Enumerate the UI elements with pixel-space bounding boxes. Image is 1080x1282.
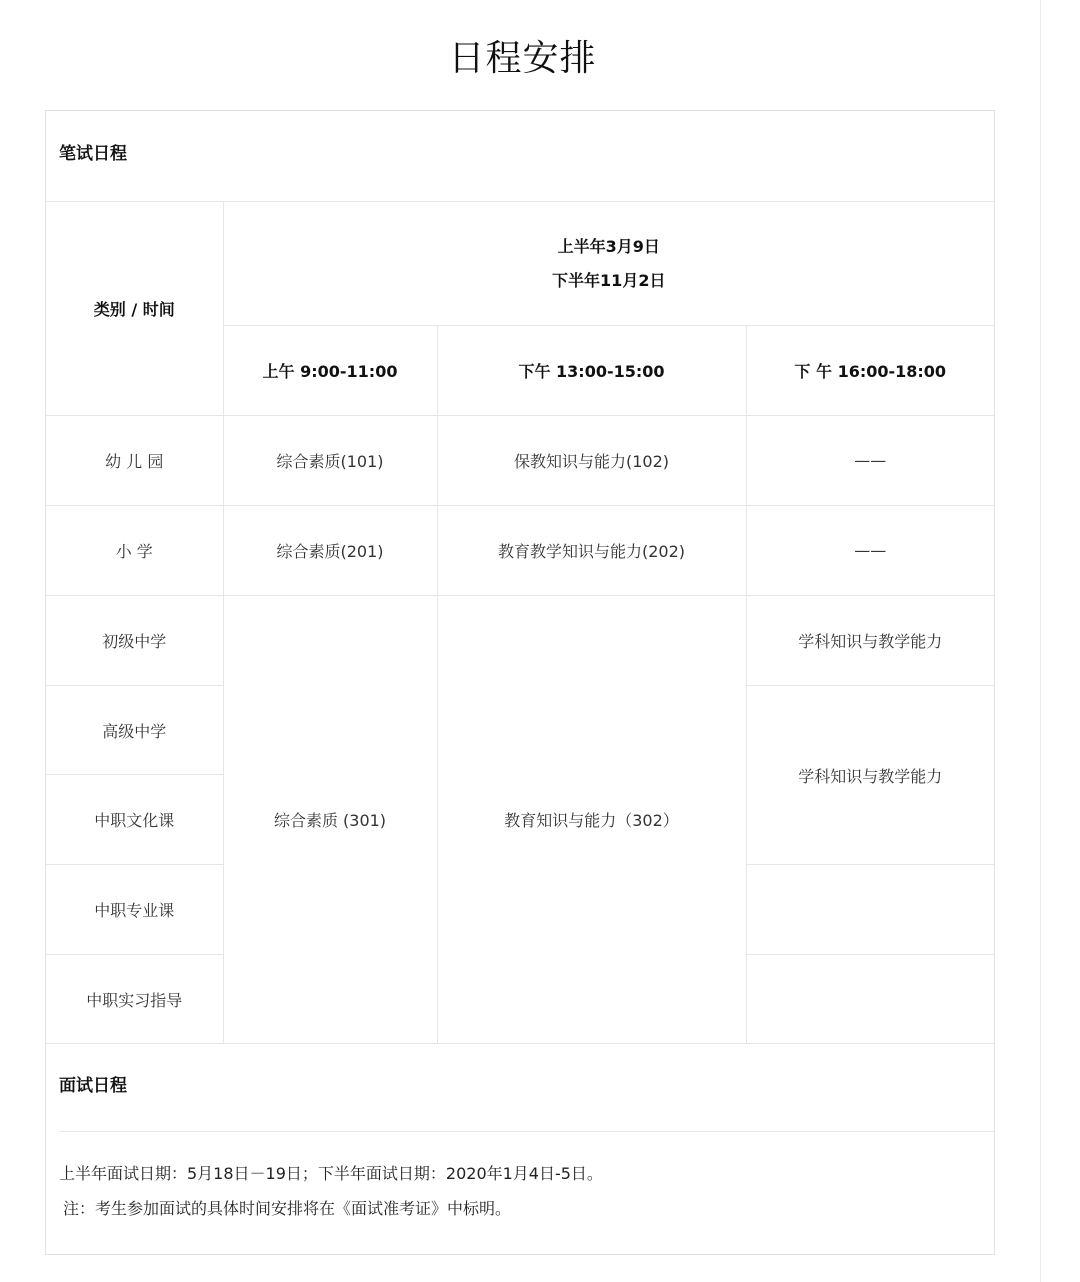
category-vocational-major: 中职专业课 bbox=[46, 865, 223, 955]
column-header-pm: 下午 13:00-15:00 bbox=[437, 326, 746, 416]
primary-pm-subject: 教育教学知识与能力(202) bbox=[437, 506, 746, 596]
kindergarten-late-subject: —— bbox=[746, 416, 994, 506]
schedule-container bbox=[45, 110, 995, 1255]
table-row bbox=[46, 416, 994, 506]
kindergarten-pm-subject: 保教知识与能力(102) bbox=[437, 416, 746, 506]
written-exam-table bbox=[46, 201, 994, 1044]
exam-dates-header bbox=[223, 202, 994, 326]
table-row bbox=[46, 202, 994, 326]
interview-dates: 上半年面试日期：5月18日－19日；下半年面试日期：2020年1月4日-5日。 bbox=[59, 1164, 603, 1183]
junior-late-subject: 学科知识与教学能力 bbox=[746, 596, 994, 686]
category-primary: 小 学 bbox=[46, 506, 223, 596]
table-row bbox=[46, 596, 994, 686]
category-senior: 高级中学 bbox=[46, 686, 223, 775]
category-vocational-intern: 中职实习指导 bbox=[46, 955, 223, 1044]
secondary-am-subject: 综合素质 (301) bbox=[223, 596, 437, 1044]
column-header-late: 下 午 16:00-18:00 bbox=[746, 326, 994, 416]
date-first-half: 上半年3月9日 bbox=[557, 236, 660, 256]
table-row bbox=[46, 506, 994, 596]
category-vocational-culture: 中职文化课 bbox=[46, 775, 223, 865]
category-junior: 初级中学 bbox=[46, 596, 223, 686]
primary-late-subject: —— bbox=[746, 506, 994, 596]
interview-note: 注：考生参加面试的具体时间安排将在《面试准考证》中标明。 bbox=[63, 1199, 512, 1218]
senior-late-subject: 学科知识与教学能力 bbox=[746, 686, 994, 865]
secondary-pm-subject: 教育知识与能力（302） bbox=[437, 596, 746, 1044]
vocational-major-late-cell bbox=[746, 865, 994, 955]
column-header-am: 上午 9:00-11:00 bbox=[223, 326, 437, 416]
category-kindergarten: 幼 儿 园 bbox=[46, 416, 223, 506]
vocational-intern-late-cell bbox=[746, 955, 994, 1044]
page-edge-divider bbox=[1040, 0, 1041, 1282]
interview-header: 面试日程 bbox=[59, 1076, 127, 1096]
page-title: 日程安排 bbox=[448, 38, 597, 79]
primary-am-subject: 综合素质(201) bbox=[223, 506, 437, 596]
category-time-header: 类别 / 时间 bbox=[46, 202, 223, 416]
kindergarten-am-subject: 综合素质(101) bbox=[223, 416, 437, 506]
interview-divider bbox=[60, 1131, 994, 1132]
date-second-half: 下半年11月2日 bbox=[552, 270, 666, 290]
written-exam-header: 笔试日程 bbox=[59, 144, 127, 164]
